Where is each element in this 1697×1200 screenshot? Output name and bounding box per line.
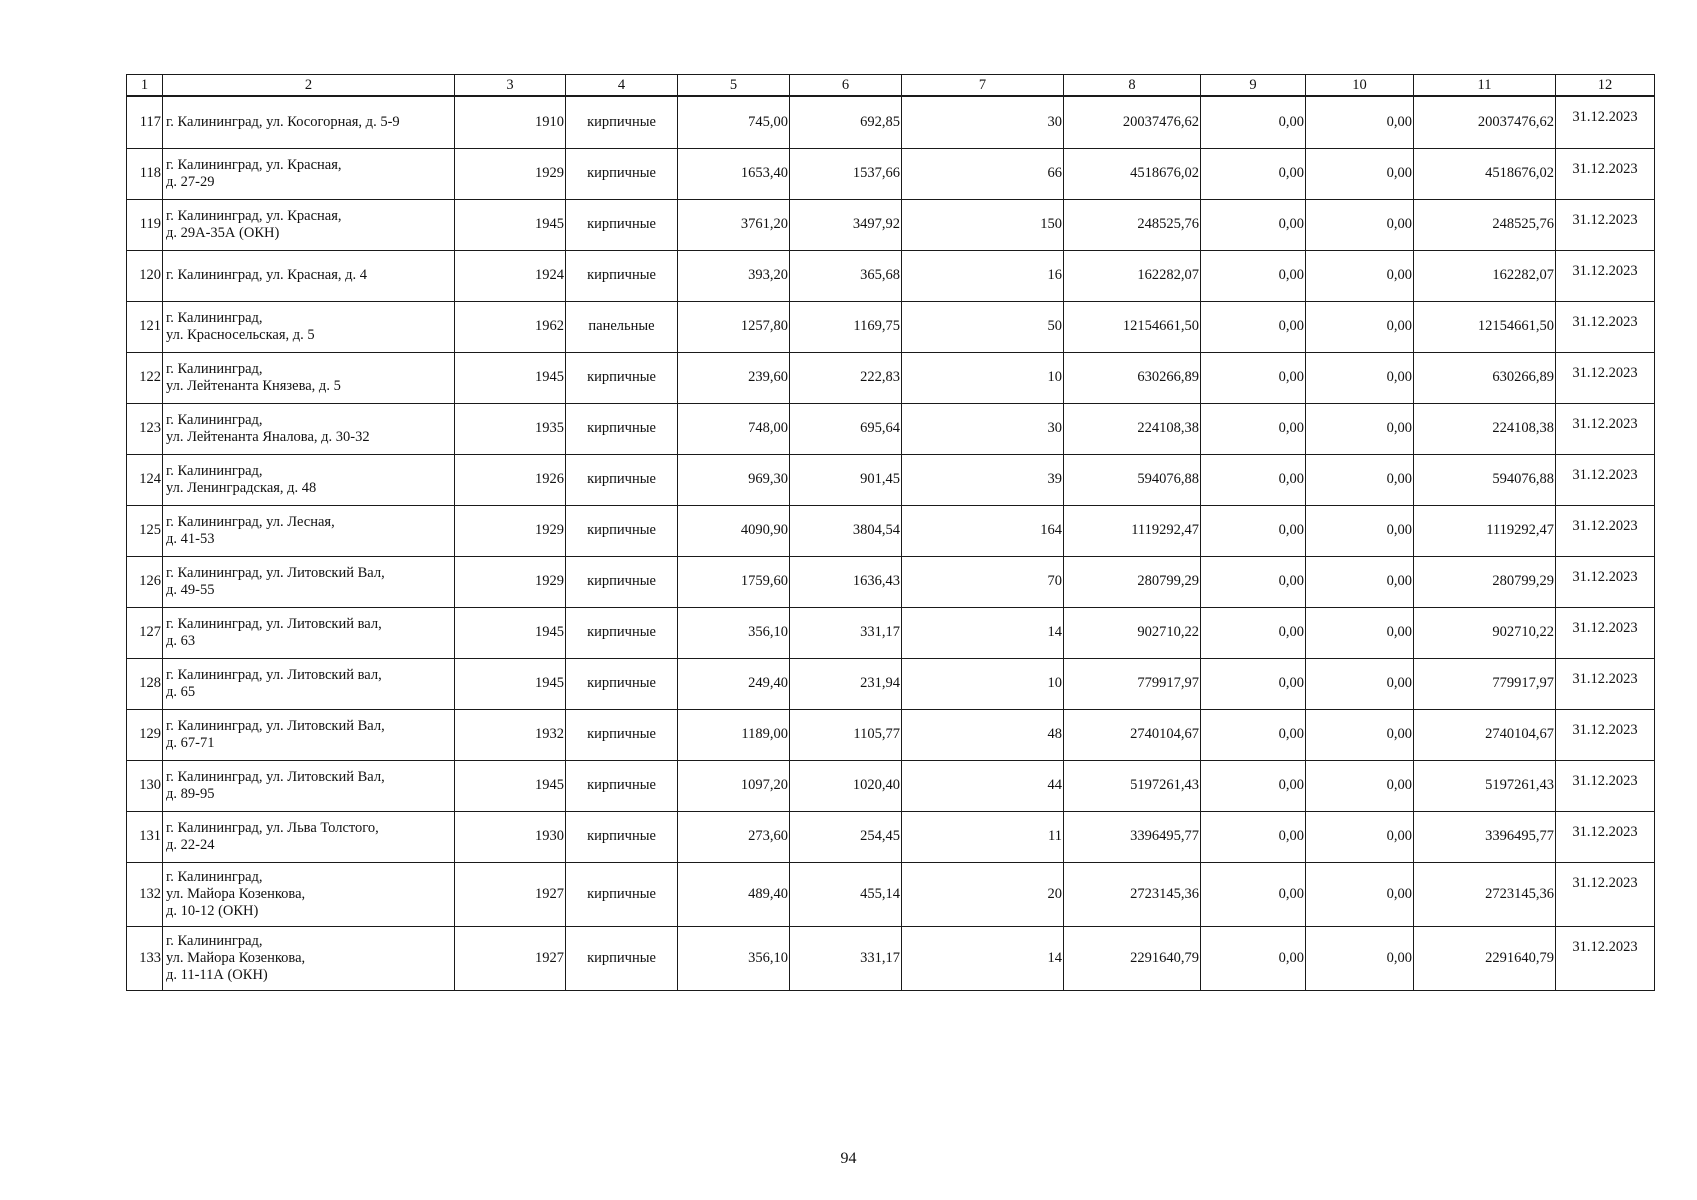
- row-number-cell: 123: [127, 403, 163, 454]
- value-cell: 5197261,43: [1414, 760, 1556, 811]
- value-cell: 489,40: [678, 862, 790, 926]
- value-cell: 0,00: [1306, 505, 1414, 556]
- table-row: [127, 811, 1655, 862]
- value-cell: 66: [902, 148, 1064, 199]
- value-cell: 11: [902, 811, 1064, 862]
- address-cell: [163, 505, 455, 556]
- row-number-cell: 127: [127, 607, 163, 658]
- date-cell: 31.12.2023: [1556, 301, 1655, 352]
- wall-material-cell: кирпичные: [566, 199, 678, 250]
- table-row: [127, 148, 1655, 199]
- value-cell: 0,00: [1201, 505, 1306, 556]
- value-cell: 3497,92: [790, 199, 902, 250]
- value-cell: 969,30: [678, 454, 790, 505]
- date-cell: 31.12.2023: [1556, 811, 1655, 862]
- date-cell: 31.12.2023: [1556, 148, 1655, 199]
- column-header: 4: [566, 75, 678, 97]
- table-header: [127, 75, 1655, 97]
- row-number-cell: 121: [127, 301, 163, 352]
- value-cell: 0,00: [1306, 709, 1414, 760]
- wall-material-cell: кирпичные: [566, 926, 678, 990]
- column-header: 1: [127, 75, 163, 97]
- address-line: ул. Ленинградская, д. 48: [166, 479, 317, 496]
- address-cell: [163, 556, 455, 607]
- address-cell: [163, 96, 455, 148]
- column-header: 9: [1201, 75, 1306, 97]
- column-header: 8: [1064, 75, 1201, 97]
- value-cell: 3396495,77: [1414, 811, 1556, 862]
- wall-material-cell: кирпичные: [566, 760, 678, 811]
- address-line: г. Калининград, ул. Литовский Вал,: [166, 768, 385, 785]
- value-cell: 393,20: [678, 250, 790, 301]
- wall-material-cell: кирпичные: [566, 811, 678, 862]
- value-cell: 630266,89: [1414, 352, 1556, 403]
- wall-material-cell: кирпичные: [566, 658, 678, 709]
- address-line: г. Калининград, ул. Красная,: [166, 207, 342, 224]
- wall-material-cell: кирпичные: [566, 148, 678, 199]
- date-cell: 31.12.2023: [1556, 658, 1655, 709]
- value-cell: 748,00: [678, 403, 790, 454]
- value-cell: 70: [902, 556, 1064, 607]
- housing-table: [126, 74, 1655, 991]
- address-cell: [163, 301, 455, 352]
- value-cell: 0,00: [1201, 250, 1306, 301]
- value-cell: 902710,22: [1414, 607, 1556, 658]
- wall-material-cell: кирпичные: [566, 403, 678, 454]
- year-cell: 1929: [455, 556, 566, 607]
- address-line: г. Калининград, ул. Лесная,: [166, 513, 335, 530]
- year-cell: 1945: [455, 352, 566, 403]
- row-number-cell: 117: [127, 96, 163, 148]
- address-cell: [163, 811, 455, 862]
- year-cell: 1926: [455, 454, 566, 505]
- value-cell: 0,00: [1306, 811, 1414, 862]
- address-cell: [163, 709, 455, 760]
- value-cell: 50: [902, 301, 1064, 352]
- date-cell: 31.12.2023: [1556, 454, 1655, 505]
- value-cell: 224108,38: [1414, 403, 1556, 454]
- year-cell: 1945: [455, 658, 566, 709]
- value-cell: 1119292,47: [1064, 505, 1201, 556]
- address-line: д. 27-29: [166, 173, 215, 190]
- value-cell: 1537,66: [790, 148, 902, 199]
- value-cell: 150: [902, 199, 1064, 250]
- value-cell: 692,85: [790, 96, 902, 148]
- value-cell: 2740104,67: [1064, 709, 1201, 760]
- address-line: г. Калининград,: [166, 932, 263, 949]
- value-cell: 1105,77: [790, 709, 902, 760]
- value-cell: 5197261,43: [1064, 760, 1201, 811]
- year-cell: 1930: [455, 811, 566, 862]
- table-row: [127, 301, 1655, 352]
- value-cell: 0,00: [1201, 811, 1306, 862]
- value-cell: 0,00: [1201, 199, 1306, 250]
- value-cell: 331,17: [790, 607, 902, 658]
- address-line: г. Калининград, ул. Красная,: [166, 156, 342, 173]
- value-cell: 3761,20: [678, 199, 790, 250]
- address-line: д. 49-55: [166, 581, 215, 598]
- value-cell: 14: [902, 926, 1064, 990]
- year-cell: 1924: [455, 250, 566, 301]
- year-cell: 1945: [455, 760, 566, 811]
- value-cell: 0,00: [1201, 607, 1306, 658]
- address-line: г. Калининград, ул. Литовский Вал,: [166, 717, 385, 734]
- value-cell: 779917,97: [1064, 658, 1201, 709]
- address-cell: [163, 403, 455, 454]
- row-number-cell: 118: [127, 148, 163, 199]
- table-row: [127, 926, 1655, 990]
- value-cell: 0,00: [1201, 709, 1306, 760]
- address-cell: [163, 148, 455, 199]
- value-cell: 20037476,62: [1064, 96, 1201, 148]
- value-cell: 3396495,77: [1064, 811, 1201, 862]
- value-cell: 1759,60: [678, 556, 790, 607]
- date-cell: 31.12.2023: [1556, 709, 1655, 760]
- value-cell: 12154661,50: [1414, 301, 1556, 352]
- value-cell: 0,00: [1306, 556, 1414, 607]
- value-cell: 0,00: [1201, 658, 1306, 709]
- table-row: [127, 556, 1655, 607]
- wall-material-cell: кирпичные: [566, 454, 678, 505]
- address-line: г. Калининград, ул. Литовский вал,: [166, 615, 382, 632]
- date-cell: 31.12.2023: [1556, 403, 1655, 454]
- year-cell: 1932: [455, 709, 566, 760]
- address-line: г. Калининград,: [166, 411, 263, 428]
- column-header: 3: [455, 75, 566, 97]
- year-cell: 1962: [455, 301, 566, 352]
- address-line: д. 67-71: [166, 734, 215, 751]
- date-cell: 31.12.2023: [1556, 250, 1655, 301]
- table-row: [127, 250, 1655, 301]
- value-cell: 3804,54: [790, 505, 902, 556]
- value-cell: 1189,00: [678, 709, 790, 760]
- value-cell: 0,00: [1201, 556, 1306, 607]
- address-cell: [163, 760, 455, 811]
- column-header: 6: [790, 75, 902, 97]
- value-cell: 20: [902, 862, 1064, 926]
- row-number-cell: 120: [127, 250, 163, 301]
- value-cell: 356,10: [678, 926, 790, 990]
- table-row: [127, 96, 1655, 148]
- value-cell: 902710,22: [1064, 607, 1201, 658]
- value-cell: 2740104,67: [1414, 709, 1556, 760]
- date-cell: 31.12.2023: [1556, 862, 1655, 926]
- year-cell: 1929: [455, 148, 566, 199]
- value-cell: 0,00: [1201, 301, 1306, 352]
- value-cell: 2291640,79: [1414, 926, 1556, 990]
- value-cell: 39: [902, 454, 1064, 505]
- value-cell: 248525,76: [1064, 199, 1201, 250]
- value-cell: 1169,75: [790, 301, 902, 352]
- date-cell: 31.12.2023: [1556, 505, 1655, 556]
- value-cell: 4518676,02: [1414, 148, 1556, 199]
- value-cell: 10: [902, 658, 1064, 709]
- address-line: г. Калининград,: [166, 309, 263, 326]
- value-cell: 0,00: [1306, 926, 1414, 990]
- page-number: 94: [840, 1150, 857, 1167]
- value-cell: 280799,29: [1064, 556, 1201, 607]
- value-cell: 630266,89: [1064, 352, 1201, 403]
- row-number-cell: 130: [127, 760, 163, 811]
- wall-material-cell: кирпичные: [566, 352, 678, 403]
- value-cell: 0,00: [1306, 607, 1414, 658]
- value-cell: 0,00: [1201, 454, 1306, 505]
- value-cell: 248525,76: [1414, 199, 1556, 250]
- value-cell: 0,00: [1306, 862, 1414, 926]
- table-row: [127, 352, 1655, 403]
- value-cell: 745,00: [678, 96, 790, 148]
- value-cell: 0,00: [1306, 658, 1414, 709]
- value-cell: 455,14: [790, 862, 902, 926]
- date-cell: 31.12.2023: [1556, 760, 1655, 811]
- address-line: ул. Лейтенанта Князева, д. 5: [166, 377, 341, 394]
- value-cell: 0,00: [1306, 403, 1414, 454]
- value-cell: 164: [902, 505, 1064, 556]
- value-cell: 1653,40: [678, 148, 790, 199]
- address-line: д. 10-12 (ОКН): [166, 902, 259, 919]
- date-cell: 31.12.2023: [1556, 556, 1655, 607]
- year-cell: 1929: [455, 505, 566, 556]
- address-cell: [163, 658, 455, 709]
- address-cell: [163, 862, 455, 926]
- column-header: 5: [678, 75, 790, 97]
- address-line: г. Калининград, ул. Косогорная, д. 5-9: [166, 113, 400, 130]
- value-cell: 10: [902, 352, 1064, 403]
- row-number-cell: 128: [127, 658, 163, 709]
- table-row: [127, 199, 1655, 250]
- wall-material-cell: кирпичные: [566, 250, 678, 301]
- value-cell: 0,00: [1306, 760, 1414, 811]
- value-cell: 16: [902, 250, 1064, 301]
- column-header: 10: [1306, 75, 1414, 97]
- value-cell: 222,83: [790, 352, 902, 403]
- address-line: д. 65: [166, 683, 196, 700]
- table-row: [127, 862, 1655, 926]
- value-cell: 273,60: [678, 811, 790, 862]
- row-number-cell: 133: [127, 926, 163, 990]
- value-cell: 594076,88: [1064, 454, 1201, 505]
- column-header: 12: [1556, 75, 1655, 97]
- value-cell: 1636,43: [790, 556, 902, 607]
- value-cell: 1020,40: [790, 760, 902, 811]
- value-cell: 162282,07: [1414, 250, 1556, 301]
- value-cell: 2723145,36: [1064, 862, 1201, 926]
- row-number-cell: 122: [127, 352, 163, 403]
- table-row: [127, 658, 1655, 709]
- value-cell: 0,00: [1306, 96, 1414, 148]
- table-body: [127, 96, 1655, 990]
- column-header: 2: [163, 75, 455, 97]
- year-cell: 1945: [455, 199, 566, 250]
- address-cell: [163, 454, 455, 505]
- value-cell: 0,00: [1201, 148, 1306, 199]
- address-line: ул. Красносельская, д. 5: [166, 326, 315, 343]
- address-line: г. Калининград,: [166, 868, 263, 885]
- value-cell: 30: [902, 96, 1064, 148]
- row-number-cell: 132: [127, 862, 163, 926]
- wall-material-cell: кирпичные: [566, 556, 678, 607]
- address-cell: [163, 199, 455, 250]
- value-cell: 254,45: [790, 811, 902, 862]
- header-row: [127, 75, 1655, 97]
- address-line: д. 89-95: [166, 785, 215, 802]
- value-cell: 901,45: [790, 454, 902, 505]
- address-line: г. Калининград,: [166, 360, 263, 377]
- wall-material-cell: панельные: [566, 301, 678, 352]
- value-cell: 280799,29: [1414, 556, 1556, 607]
- value-cell: 30: [902, 403, 1064, 454]
- address-line: г. Калининград, ул. Льва Толстого,: [166, 819, 379, 836]
- date-cell: 31.12.2023: [1556, 96, 1655, 148]
- value-cell: 0,00: [1306, 301, 1414, 352]
- value-cell: 2291640,79: [1064, 926, 1201, 990]
- row-number-cell: 126: [127, 556, 163, 607]
- value-cell: 4090,90: [678, 505, 790, 556]
- address-cell: [163, 926, 455, 990]
- date-cell: 31.12.2023: [1556, 607, 1655, 658]
- address-cell: [163, 607, 455, 658]
- wall-material-cell: кирпичные: [566, 505, 678, 556]
- table-row: [127, 505, 1655, 556]
- address-line: д. 22-24: [166, 836, 215, 853]
- value-cell: 224108,38: [1064, 403, 1201, 454]
- year-cell: 1927: [455, 862, 566, 926]
- value-cell: 356,10: [678, 607, 790, 658]
- value-cell: 1097,20: [678, 760, 790, 811]
- value-cell: 365,68: [790, 250, 902, 301]
- value-cell: 0,00: [1306, 352, 1414, 403]
- value-cell: 0,00: [1201, 403, 1306, 454]
- address-line: г. Калининград,: [166, 462, 263, 479]
- value-cell: 0,00: [1201, 96, 1306, 148]
- value-cell: 1257,80: [678, 301, 790, 352]
- address-line: д. 29А-35А (ОКН): [166, 224, 280, 241]
- value-cell: 44: [902, 760, 1064, 811]
- table-row: [127, 709, 1655, 760]
- table-row: [127, 760, 1655, 811]
- value-cell: 231,94: [790, 658, 902, 709]
- value-cell: 695,64: [790, 403, 902, 454]
- value-cell: 48: [902, 709, 1064, 760]
- address-line: ул. Лейтенанта Яналова, д. 30-32: [166, 428, 370, 445]
- value-cell: 0,00: [1201, 760, 1306, 811]
- table-row: [127, 403, 1655, 454]
- row-number-cell: 131: [127, 811, 163, 862]
- value-cell: 0,00: [1306, 199, 1414, 250]
- year-cell: 1935: [455, 403, 566, 454]
- year-cell: 1945: [455, 607, 566, 658]
- address-line: г. Калининград, ул. Литовский вал,: [166, 666, 382, 683]
- value-cell: 0,00: [1201, 862, 1306, 926]
- address-cell: [163, 352, 455, 403]
- row-number-cell: 119: [127, 199, 163, 250]
- address-line: г. Калининград, ул. Красная, д. 4: [166, 267, 368, 283]
- column-header: 7: [902, 75, 1064, 97]
- row-number-cell: 129: [127, 709, 163, 760]
- value-cell: 0,00: [1201, 926, 1306, 990]
- value-cell: 779917,97: [1414, 658, 1556, 709]
- row-number-cell: 125: [127, 505, 163, 556]
- value-cell: 2723145,36: [1414, 862, 1556, 926]
- value-cell: 0,00: [1306, 454, 1414, 505]
- address-line: ул. Майора Козенкова,: [166, 885, 306, 902]
- value-cell: 594076,88: [1414, 454, 1556, 505]
- value-cell: 4518676,02: [1064, 148, 1201, 199]
- address-line: ул. Майора Козенкова,: [166, 949, 306, 966]
- wall-material-cell: кирпичные: [566, 709, 678, 760]
- wall-material-cell: кирпичные: [566, 96, 678, 148]
- address-line: д. 11-11А (ОКН): [166, 966, 268, 983]
- value-cell: 1119292,47: [1414, 505, 1556, 556]
- date-cell: 31.12.2023: [1556, 352, 1655, 403]
- address-line: г. Калининград, ул. Литовский Вал,: [166, 564, 385, 581]
- address-line: д. 63: [166, 632, 196, 649]
- value-cell: 14: [902, 607, 1064, 658]
- value-cell: 0,00: [1306, 148, 1414, 199]
- value-cell: 162282,07: [1064, 250, 1201, 301]
- address-line: д. 41-53: [166, 530, 215, 547]
- table-row: [127, 607, 1655, 658]
- date-cell: 31.12.2023: [1556, 199, 1655, 250]
- year-cell: 1910: [455, 96, 566, 148]
- value-cell: 239,60: [678, 352, 790, 403]
- table-row: [127, 454, 1655, 505]
- column-header: 11: [1414, 75, 1556, 97]
- value-cell: 20037476,62: [1414, 96, 1556, 148]
- address-cell: [163, 250, 455, 301]
- date-cell: 31.12.2023: [1556, 926, 1655, 990]
- wall-material-cell: кирпичные: [566, 862, 678, 926]
- year-cell: 1927: [455, 926, 566, 990]
- value-cell: 331,17: [790, 926, 902, 990]
- row-number-cell: 124: [127, 454, 163, 505]
- value-cell: 0,00: [1201, 352, 1306, 403]
- wall-material-cell: кирпичные: [566, 607, 678, 658]
- value-cell: 249,40: [678, 658, 790, 709]
- value-cell: 12154661,50: [1064, 301, 1201, 352]
- value-cell: 0,00: [1306, 250, 1414, 301]
